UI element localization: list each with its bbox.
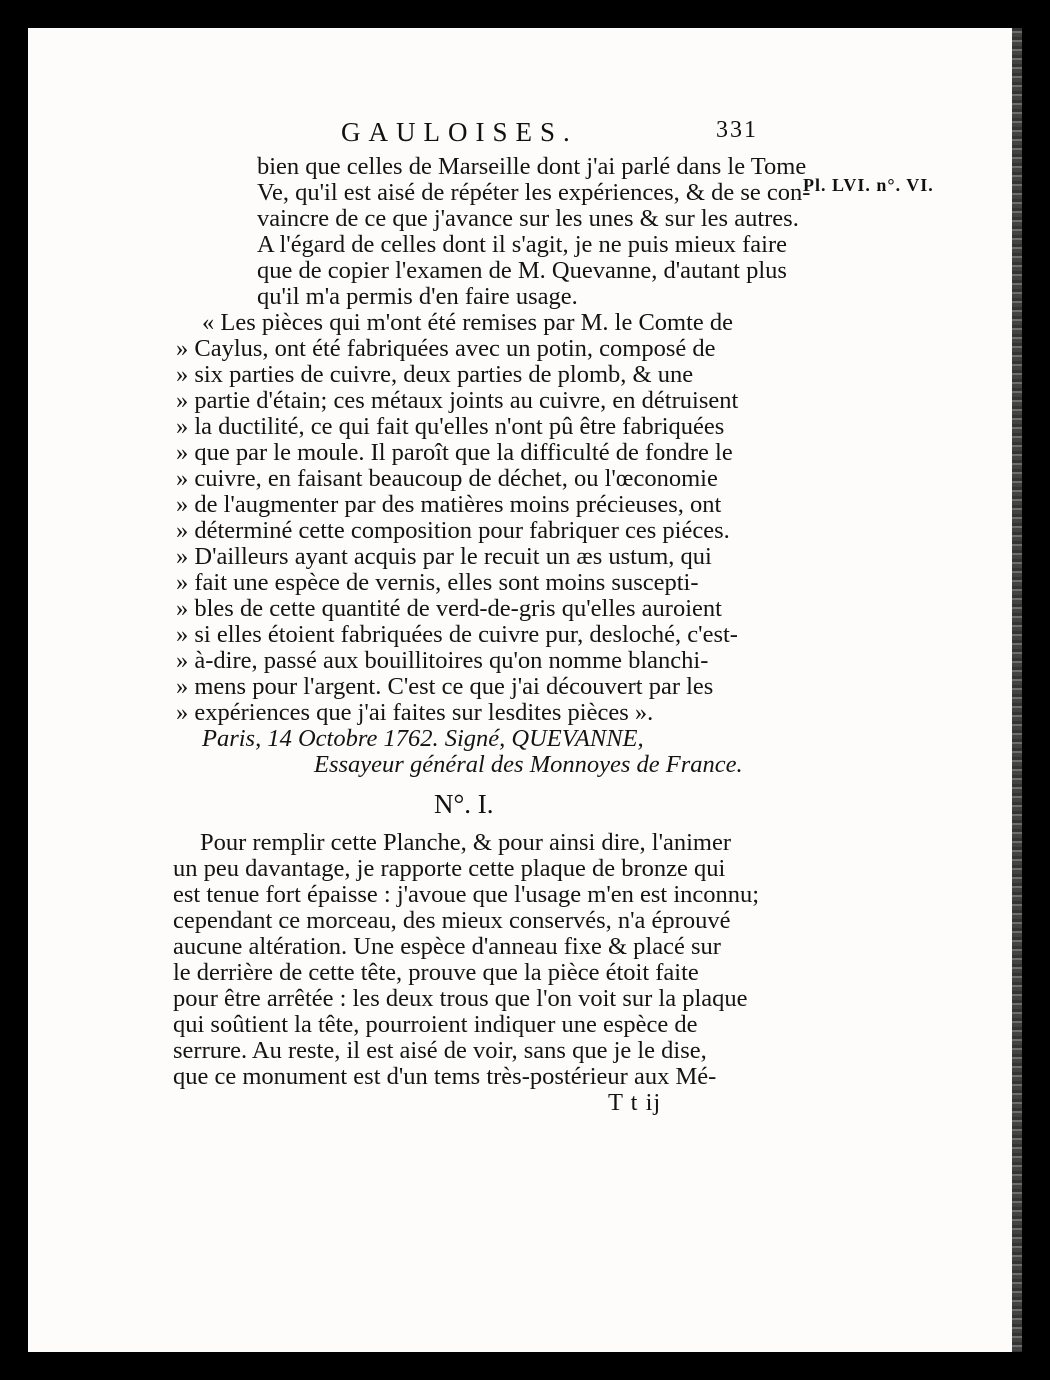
text-line: Pour remplir cette Planche, & pour ainsi dire, l'animer [200, 829, 732, 856]
text-line: que de copier l'examen de M. Quevanne, d'autant plus [257, 257, 787, 284]
text-line: A l'égard de celles dont il s'agit, je ne puis mieux faire [257, 231, 787, 258]
text-line: qu'il m'a permis d'en faire usage. [257, 283, 578, 310]
quote-line: » Caylus, ont été fabriquées avec un potin, composé de [176, 335, 716, 362]
quote-line: » partie d'étain; ces métaux joints au cuivre, en détruisent [176, 387, 739, 414]
signature-mark: T t ij [608, 1089, 662, 1116]
text-line: que ce monument est d'un tems très-postérieur aux Mé- [173, 1063, 717, 1090]
quote-line: » six parties de cuivre, deux parties de plomb, & une [176, 361, 694, 388]
text-line: un peu davantage, je rapporte cette plaque de bronze qui [173, 855, 726, 882]
quote-line: « Les pièces qui m'ont été remises par M. le Comte de [202, 309, 734, 336]
page-edge-strip [1012, 28, 1022, 1352]
quote-line: » la ductilité, ce qui fait qu'elles n'ont pû être fabriquées [176, 413, 725, 440]
quote-line: » à-dire, passé aux bouillitoires qu'on nomme blanchi- [176, 647, 709, 674]
quote-line: » D'ailleurs ayant acquis par le recuit un æs ustum, qui [176, 543, 712, 570]
text-line: vaincre de ce que j'avance sur les unes & sur les autres. [257, 205, 799, 232]
signature-title-line: Essayeur général des Monnoyes de France. [314, 751, 743, 778]
quote-line: » que par le moule. Il paroît que la difficulté de fondre le [176, 439, 733, 466]
page-number: 331 [716, 117, 758, 143]
signature-date-line: Paris, 14 Octobre 1762. Signé, QUEVANNE, [202, 725, 644, 752]
text-line: est tenue fort épaisse : j'avoue que l'usage m'en est inconnu; [173, 881, 760, 908]
quote-line: » mens pour l'argent. C'est ce que j'ai découvert par les [176, 673, 714, 700]
text-line: aucune altération. Une espèce d'anneau fixe & placé sur [173, 933, 721, 960]
text-line: le derrière de cette tête, prouve que la pièce étoit faite [173, 959, 699, 986]
quote-line: » de l'augmenter par des matières moins précieuses, ont [176, 491, 722, 518]
text-line: qui soûtient la tête, pourroient indiquer une espèce de [173, 1011, 698, 1038]
quote-line: » déterminé cette composition pour fabriquer ces piéces. [176, 517, 730, 544]
margin-note-plate-reference: Pl. LVI. n°. VI. [803, 175, 934, 195]
text-line: bien que celles de Marseille dont j'ai parlé dans le Tome [257, 153, 807, 180]
book-page [28, 28, 1022, 1352]
section-heading: N°. I. [434, 789, 494, 819]
quote-line: » si elles étoient fabriquées de cuivre pur, desloché, c'est- [176, 621, 738, 648]
text-line: cependant ce morceau, des mieux conservés, n'a éprouvé [173, 907, 731, 934]
text-line: pour être arrêtée : les deux trous que l'on voit sur la plaque [173, 985, 748, 1012]
running-head: GAULOISES. [341, 117, 578, 147]
quote-line: » bles de cette quantité de verd-de-gris qu'elles auroient [176, 595, 722, 622]
text-line: Ve, qu'il est aisé de répéter les expériences, & de se con- [257, 179, 811, 206]
text-line: serrure. Au reste, il est aisé de voir, sans que je le dise, [173, 1037, 707, 1064]
quote-line: » fait une espèce de vernis, elles sont moins suscepti- [176, 569, 699, 596]
quote-line: » expériences que j'ai faites sur lesdites pièces ». [176, 699, 654, 726]
quote-line: » cuivre, en faisant beaucoup de déchet, ou l'œconomie [176, 465, 718, 492]
